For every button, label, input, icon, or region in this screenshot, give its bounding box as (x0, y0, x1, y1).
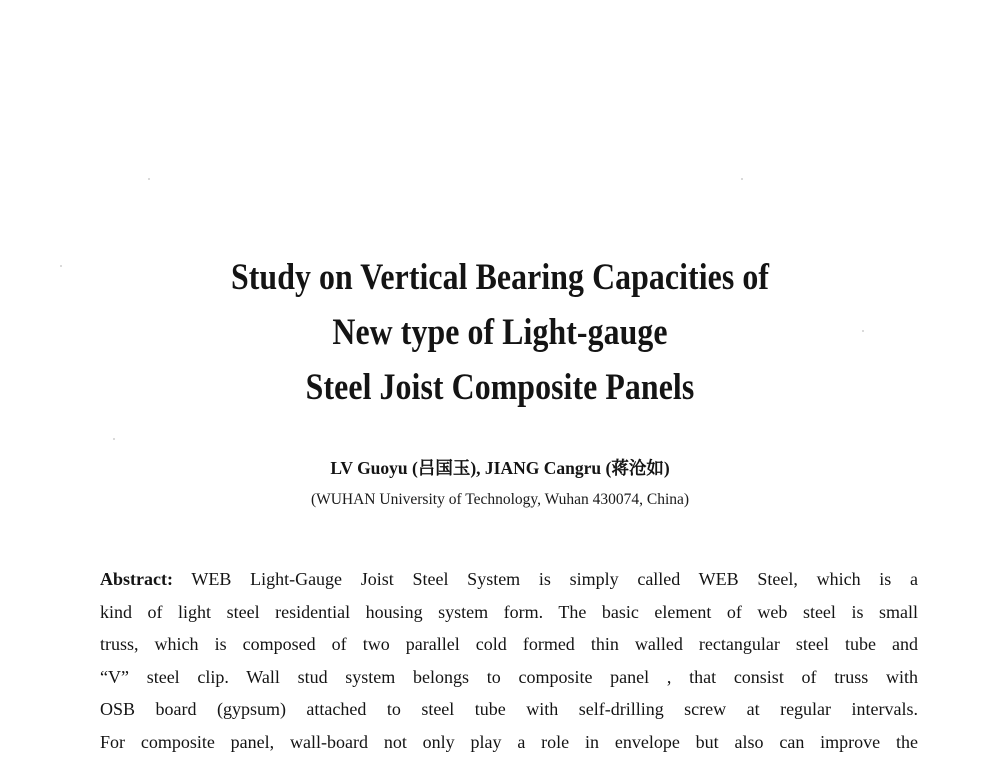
scan-speck (113, 438, 115, 440)
abstract-line-5: OSB board (gypsum) attached to steel tube with self-drilling screw at regular intervals. (100, 693, 918, 726)
scan-speck (741, 178, 743, 180)
title-line-3: Steel Joist Composite Panels (70, 360, 930, 415)
paper-title (0, 250, 1000, 415)
title-line-1: Study on Vertical Bearing Capacities of (70, 250, 930, 305)
abstract (100, 563, 918, 758)
title-line-2: New type of Light-gauge (70, 305, 930, 360)
affiliation: (WUHAN University of Technology, Wuhan 430074, China) (0, 488, 1000, 512)
abstract-line-6: For composite panel, wall-board not only play a role in envelope but also can improve the (100, 726, 918, 758)
abstract-line-2: kind of light steel residential housing system form. The basic element of web steel is small (100, 596, 918, 629)
abstract-line-3: truss, which is composed of two parallel cold formed thin walled rectangular steel tube and (100, 628, 918, 661)
abstract-line-4: “V” steel clip. Wall stud system belongs to composite panel , that consist of truss with (100, 661, 918, 694)
scan-speck (148, 178, 150, 180)
authors: LV Guoyu (吕国玉), JIANG Cangru (蒋沧如) (0, 455, 1000, 481)
abstract-text: WEB Light-Gauge Joist Steel System is simply called WEB Steel, which is a (191, 569, 918, 589)
abstract-line-1 (100, 563, 918, 596)
abstract-label: Abstract: (100, 569, 173, 589)
